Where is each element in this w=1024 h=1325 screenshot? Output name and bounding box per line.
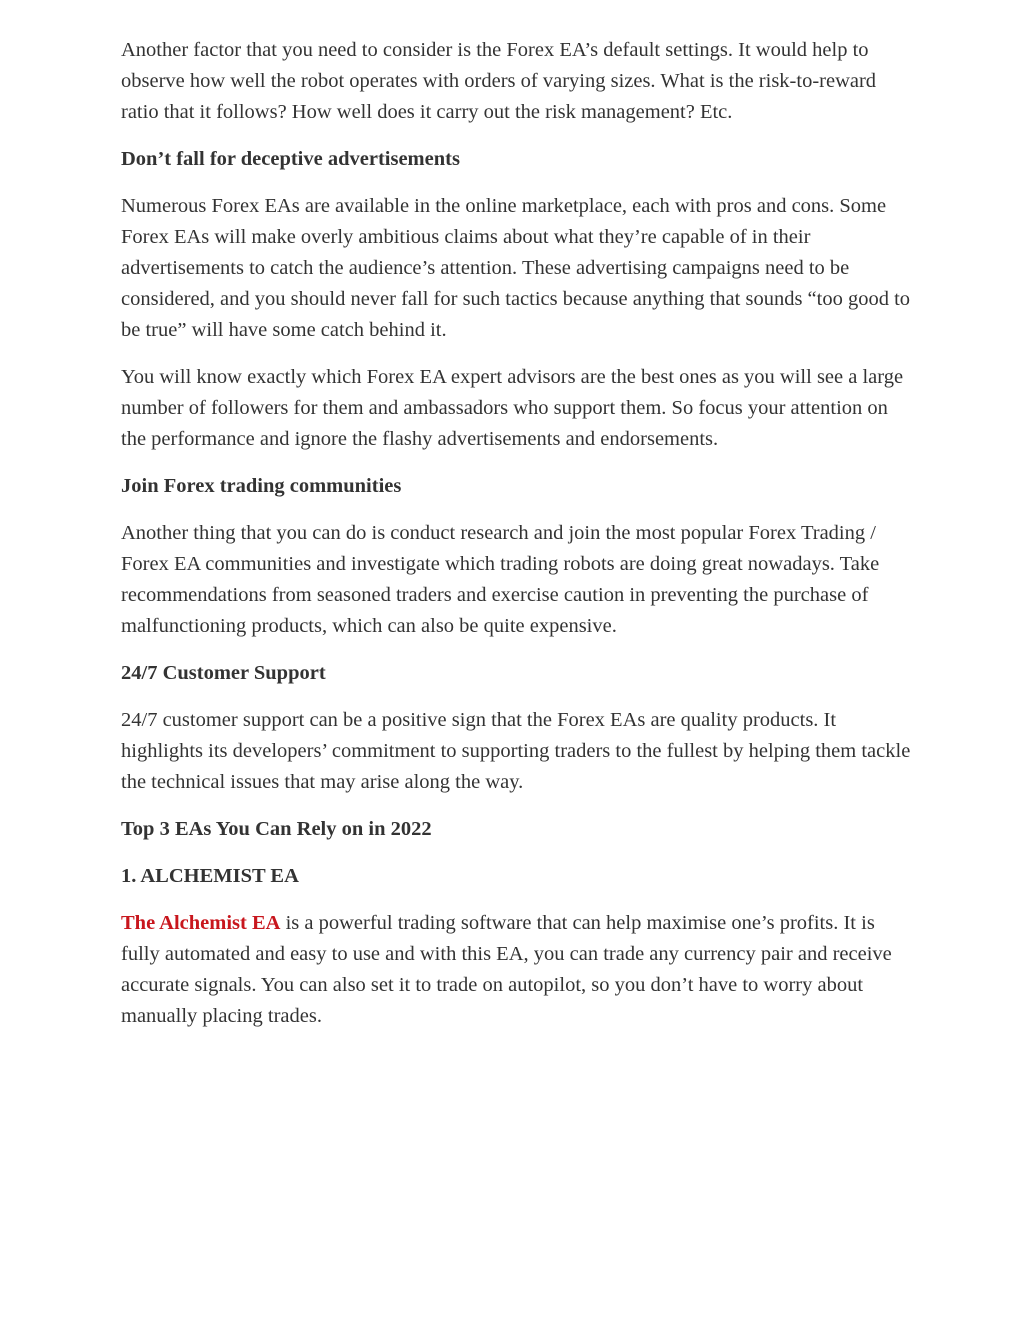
heading-deceptive-ads: Don’t fall for deceptive advertisements bbox=[121, 148, 460, 170]
heading-customer-support: 24/7 Customer Support bbox=[121, 662, 326, 684]
document-page bbox=[121, 35, 911, 1048]
paragraph-numerous-eas: Numerous Forex EAs are available in the online marketplace, each with pros and cons. Some Forex EAs will make overly ambitious claims about what they’re capable of in their advertisements to catch the audience’s attention. These advertising campaigns need to be considered, and you should never fall for such tactics because anything that sounds “too good to be true” will have some catch behind it. bbox=[121, 195, 911, 341]
alchemist-description-text: is a powerful trading software that can help maximise one’s profits. It is fully automated and easy to use and with this EA, you can trade any currency pair and receive accurate signals. You can also set it to trade on autopilot, so you don’t have to worry about manually placing trades. bbox=[121, 912, 892, 1027]
paragraph-customer-support: 24/7 customer support can be a positive sign that the Forex EAs are quality products. It highlights its developers’ commitment to supporting traders to the fullest by helping them tackle the technical issues that may arise along the way. bbox=[121, 709, 911, 793]
paragraph-default-settings: Another factor that you need to consider is the Forex EA’s default settings. It would help to observe how well the robot operates with orders of varying sizes. What is the risk-to-reward ratio that it follows? How well does it carry out the risk management? Etc. bbox=[121, 39, 877, 123]
heading-join-communities: Join Forex trading communities bbox=[121, 475, 402, 497]
paragraph-alchemist-description bbox=[121, 908, 911, 1032]
alchemist-ea-link[interactable]: The Alchemist EA bbox=[121, 912, 281, 934]
paragraph-research-communities: Another thing that you can do is conduct research and join the most popular Forex Trading / Forex EA communities and investigate which trading robots are doing great nowadays. Take recommendations from seasoned traders and exercise caution in preventing the purchase of malfunctioning products, which can also be quite expensive. bbox=[121, 522, 880, 637]
heading-alchemist-ea: 1. ALCHEMIST EA bbox=[121, 865, 299, 887]
paragraph-know-best-advisors: You will know exactly which Forex EA expert advisors are the best ones as you will see a large number of followers for them and ambassadors who support them. So focus your attention on the performance and ignore the flashy advertisements and endorsements. bbox=[121, 366, 904, 450]
heading-top-3-eas: Top 3 EAs You Can Rely on in 2022 bbox=[121, 818, 432, 840]
